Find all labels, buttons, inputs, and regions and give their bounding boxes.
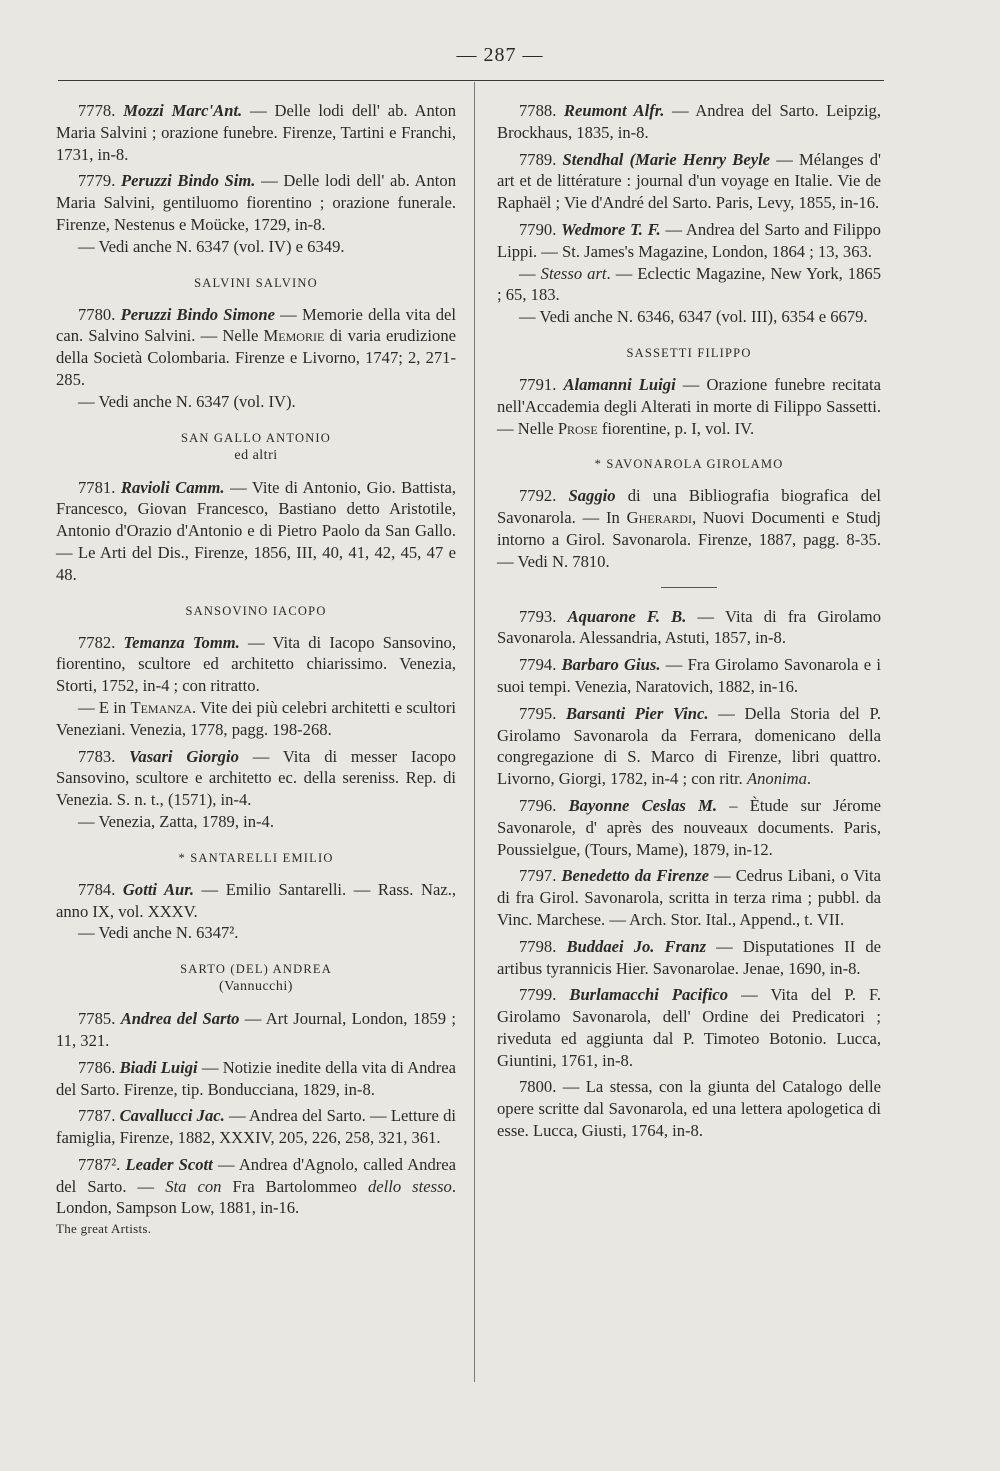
entry-text: — Disputationes II de artibus tyrannicis Hier. Savonarolae. Jenae, 1690, in-8. bbox=[497, 936, 881, 978]
entry-author: Bayonne Ceslas M. bbox=[568, 795, 717, 815]
entry-number: 7795. bbox=[519, 703, 557, 723]
entry-continuation: — Vedi anche N. 6347 (vol. IV). bbox=[78, 391, 296, 411]
entry-number: 7784. bbox=[78, 879, 116, 899]
entry-7800 bbox=[497, 1076, 881, 1141]
entry-7779 bbox=[56, 170, 456, 257]
heading-subtitle: ed altri bbox=[234, 447, 278, 463]
entry-7791 bbox=[497, 374, 881, 439]
entry-number: 7788. bbox=[519, 101, 557, 120]
entry-author: Cavallucci Jac. bbox=[119, 1106, 225, 1126]
section-heading-sarto bbox=[56, 960, 456, 996]
entry-italic: dello stesso bbox=[367, 1176, 452, 1196]
entry-continuation: — Vedi anche N. 6347². bbox=[78, 923, 239, 943]
entry-text: — Vita di Iacopo Sansovino, fiorentino, scultore ed architetto chiarissimo. Venezia, Storti, 1752, in-4 ; con ritratto. bbox=[56, 632, 456, 696]
entry-number: 7783. bbox=[78, 746, 116, 766]
entry-author: Saggio bbox=[568, 486, 616, 506]
entry-7796 bbox=[497, 795, 881, 860]
entry-text: — Notizie inedite della vita di Andrea del Sarto. Firenze, tip. Bonducciana, 1829, in-8. bbox=[56, 1057, 456, 1099]
entry-number: 7781. bbox=[78, 477, 116, 497]
entry-number: 7792. bbox=[519, 486, 557, 506]
entry-author: Ravioli Camm. bbox=[120, 477, 225, 497]
entry-text: — Delle lodi dell' ab. Anton Maria Salvini ; orazione funebre. Firenze, Tartini e Franchi, 1731, in-8. bbox=[56, 101, 456, 164]
entry-author: Biadi Luigi bbox=[119, 1057, 198, 1077]
entry-7798 bbox=[497, 936, 881, 980]
entry-text: — Vite di Antonio, Gio. Battista, Francesco, Giovan Francesco, Bastiano detto Aristotile, Antonio d'Orazio d'Antonio e di Pietro Paolo da San Gallo. — Le Arti del Dis., Firenze, 1856, III, 40, 41, 42, 45, 47 e 48. bbox=[56, 477, 456, 584]
entry-author: Peruzzi Bindo Sim. bbox=[121, 171, 256, 191]
entry-text: Fra Bartolommeo bbox=[221, 1176, 368, 1196]
entry-7794 bbox=[497, 654, 881, 698]
entry-text: — Art Journal, London, 1859 ; 11, 321. bbox=[56, 1009, 456, 1050]
section-heading-sangallo bbox=[56, 429, 456, 465]
entry-7797 bbox=[497, 865, 881, 930]
entry-continuation: — E in bbox=[78, 697, 131, 717]
entry-author: Mozzi Marc'Ant. bbox=[123, 101, 243, 120]
entry-text: . bbox=[806, 769, 812, 789]
entry-author: Alamanni Luigi bbox=[563, 374, 676, 394]
entry-author: Andrea del Sarto bbox=[120, 1009, 240, 1029]
entry-continuation: . Vite dei più celebri architetti e scultori Veneziani. Venezia, 1778, pagg. 198-268. bbox=[56, 697, 456, 739]
section-rule bbox=[661, 587, 717, 588]
entry-text: — Orazione funebre recitata nell'Accademia degli Alterati in morte di Filippo Sassetti. — Nelle bbox=[497, 374, 881, 438]
entry-7780 bbox=[56, 304, 456, 413]
entry-text: – Ètude sur Jérome Savonarole, d' après des nouveaux documents. Paris, Poussielgue, (Tours, Mame), 1879, in-12. bbox=[497, 795, 882, 859]
entry-number: 7786. bbox=[78, 1057, 116, 1077]
entry-number: 7787². bbox=[78, 1154, 121, 1174]
entry-number: 7780. bbox=[78, 304, 116, 324]
heading-subtitle: (Vannucchi) bbox=[219, 979, 293, 995]
heading-title: SAN GALLO ANTONIO bbox=[180, 430, 332, 445]
section-heading-santarelli: * SANTARELLI EMILIO bbox=[178, 850, 334, 865]
entry-number: 7794. bbox=[519, 655, 557, 675]
entry-number: 7790. bbox=[519, 219, 557, 239]
entry-text: — Emilio Santarelli. — Rass. Naz., anno IX, vol. XXXV. bbox=[56, 879, 456, 921]
entry-author: Peruzzi Bindo Simone bbox=[120, 304, 275, 324]
entry-smallcaps: Prose bbox=[557, 418, 598, 438]
entry-7778 bbox=[56, 100, 456, 165]
entry-author: Temanza Tomm. bbox=[123, 632, 240, 652]
entry-author: Wedmore T. F. bbox=[561, 219, 661, 239]
entry-text: . London, Sampson Low, 1881, in-16. bbox=[56, 1176, 456, 1218]
entry-text: — Vita del P. F. Girolamo Savonarola, dell' Ordine dei Predicatori ; riveduta ed aggiunta dal P. Timoteo Botonio. Lucca, Giuntini, 1761, in-8. bbox=[497, 985, 881, 1070]
entry-continuation: — Vedi anche N. 6346, 6347 (vol. III), 6354 e 6679. bbox=[519, 307, 868, 327]
entry-7787-2 bbox=[56, 1154, 456, 1237]
entry-7781 bbox=[56, 477, 456, 586]
entry-number: 7779. bbox=[78, 171, 116, 191]
entry-continuation: — Venezia, Zatta, 1789, in-4. bbox=[78, 811, 274, 831]
entry-number: 7800. bbox=[519, 1077, 557, 1097]
entry-number: 7799. bbox=[519, 985, 557, 1005]
entry-continuation: — bbox=[519, 263, 541, 283]
section-heading-salvini: SALVINI SALVINO bbox=[194, 275, 318, 290]
entry-italic: Anonima bbox=[746, 769, 807, 789]
section-heading-sansovino: SANSOVINO IACOPO bbox=[185, 603, 327, 618]
section-heading-savonarola: * SAVONAROLA GIROLAMO bbox=[594, 457, 784, 472]
entry-7786 bbox=[56, 1057, 456, 1101]
entry-continuation: . — Eclectic Magazine, New York, 1865 ; 65, 183. bbox=[497, 263, 881, 305]
entry-smallcaps: Memorie bbox=[263, 326, 325, 346]
entry-text: — La stessa, con la giunta del Catalogo delle opere scritte dal Savonarola, ed una lettera apologetica di esse. Lucca, Giusti, 1764, in-8. bbox=[497, 1077, 881, 1141]
entry-number: 7798. bbox=[519, 936, 557, 956]
entry-7785 bbox=[56, 1008, 456, 1052]
entry-text: di varia erudizione della Società Colombaria. Firenze e Livorno, 1747; 2, 271-285. bbox=[56, 326, 456, 389]
footnote: The great Artists. bbox=[56, 1221, 152, 1237]
entry-author: Aquarone F. B. bbox=[567, 606, 687, 626]
entry-number: 7782. bbox=[78, 632, 116, 652]
entry-text: — Memorie della vita del can. Salvino Salvini. — Nelle bbox=[56, 304, 456, 346]
left-column bbox=[56, 100, 456, 1242]
entry-italic: Sta con bbox=[165, 1176, 222, 1196]
entry-text: — Vita di messer Iacopo Sansovino, scultore e architetto ec. della sereniss. Rep. di Venezia. S. n. t., (1571), in-4. bbox=[56, 746, 456, 810]
entry-text: — Andrea del Sarto. — Letture di famiglia, Firenze, 1882, XXXIV, 205, 226, 258, 321, 361. bbox=[56, 1106, 456, 1148]
entry-text: fiorentine, p. I, vol. IV. bbox=[597, 418, 755, 438]
entry-author: Reumont Alfr. bbox=[563, 101, 665, 120]
entry-text: — Mélanges d' art et de littérature : journal d'un voyage en Italie. Vie de Raphaël ; Vie d'André del Sarto. Paris, Levy, 1855, in-16. bbox=[497, 149, 882, 213]
entry-7783 bbox=[56, 746, 456, 833]
entry-text: — Andrea d'Agnolo, called Andrea del Sarto. — bbox=[56, 1154, 456, 1196]
header-rule bbox=[58, 80, 884, 81]
entry-7782 bbox=[56, 632, 456, 741]
entry-7792 bbox=[497, 485, 881, 572]
entry-number: 7789. bbox=[519, 149, 557, 169]
right-column bbox=[497, 100, 881, 1147]
entry-author: Leader Scott bbox=[125, 1154, 213, 1174]
entry-text: — Delle lodi dell' ab. Anton Maria Salvini, gentiluomo fiorentino ; orazione funerale. Firenze, Nestenus e Moücke, 1729, in-8. bbox=[56, 171, 457, 234]
entry-number: 7791. bbox=[519, 374, 557, 394]
entry-continuation: — Vedi anche N. 6347 (vol. IV) e 6349. bbox=[78, 236, 345, 256]
entry-text: — Andrea del Sarto and Filippo Lippi. — St. James's Magazine, London, 1864 ; 13, 363. bbox=[497, 219, 881, 261]
entry-text: , Nuovi Documenti e Studj intorno a Girol. Savonarola. Firenze, 1887, pagg. 8-35. — Vedi N. 7810. bbox=[497, 508, 881, 571]
entry-author: Gotti Aur. bbox=[122, 879, 194, 899]
entry-text: — Andrea del Sarto. Leipzig, Brockhaus, 1835, in-8. bbox=[497, 101, 882, 142]
entry-7788 bbox=[497, 100, 881, 144]
column-divider bbox=[474, 82, 475, 1382]
entry-7793 bbox=[497, 606, 881, 650]
entry-author: Stendhal (Marie Henry Beyle bbox=[562, 149, 771, 169]
entry-text: — Cedrus Libani, o Vita di fra Girol. Savonarola, scritta in terza rima ; pubbl. da Vinc. Marchese. — Arch. Stor. Ital., Append., t. VII. bbox=[497, 866, 881, 929]
entry-author: Barbaro Gius. bbox=[561, 655, 661, 675]
entry-7799 bbox=[497, 984, 881, 1071]
entry-author: Buddaei Jo. Franz bbox=[566, 936, 707, 956]
page-number: — 287 — bbox=[456, 44, 544, 66]
entry-7789 bbox=[497, 149, 881, 214]
entry-number: 7797. bbox=[519, 866, 557, 886]
entry-text: — Vita di fra Girolamo Savonarola. Alessandria, Astuti, 1857, in-8. bbox=[497, 606, 881, 648]
entry-number: 7787. bbox=[78, 1106, 116, 1126]
entry-number: 7778. bbox=[78, 101, 116, 120]
section-heading-sassetti: SASSETTI FILIPPO bbox=[626, 345, 752, 360]
entry-author: Burlamacchi Pacifico bbox=[569, 985, 729, 1005]
entry-text: di una Bibliografia biografica del Savonarola. — In bbox=[497, 486, 881, 528]
heading-title: SARTO (DEL) ANDREA bbox=[180, 962, 332, 977]
entry-smallcaps: Temanza bbox=[130, 697, 192, 717]
entry-7790 bbox=[497, 219, 881, 328]
entry-text: — Della Storia del P. Girolamo Savonarola da Ferrara, domenicano della congregazione di S. Marco di Firenze, libri quattro. Livorno, Giorgi, 1782, in-4 ; con ritr. bbox=[497, 703, 881, 789]
entry-number: 7785. bbox=[78, 1009, 116, 1029]
entry-7795 bbox=[497, 703, 881, 790]
entry-text: — Fra Girolamo Savonarola e i suoi tempi. Venezia, Naratovich, 1882, in-16. bbox=[497, 655, 881, 696]
entry-smallcaps: Gherardi bbox=[626, 508, 692, 528]
entry-7784 bbox=[56, 879, 456, 944]
entry-author: Barsanti Pier Vinc. bbox=[566, 703, 709, 723]
entry-number: 7793. bbox=[519, 606, 557, 626]
entry-7787 bbox=[56, 1105, 456, 1149]
entry-italic: Stesso art bbox=[540, 263, 607, 283]
entry-author: Vasari Giorgio bbox=[129, 746, 239, 766]
entry-number: 7796. bbox=[519, 795, 557, 815]
entry-author: Benedetto da Firenze bbox=[561, 866, 709, 886]
